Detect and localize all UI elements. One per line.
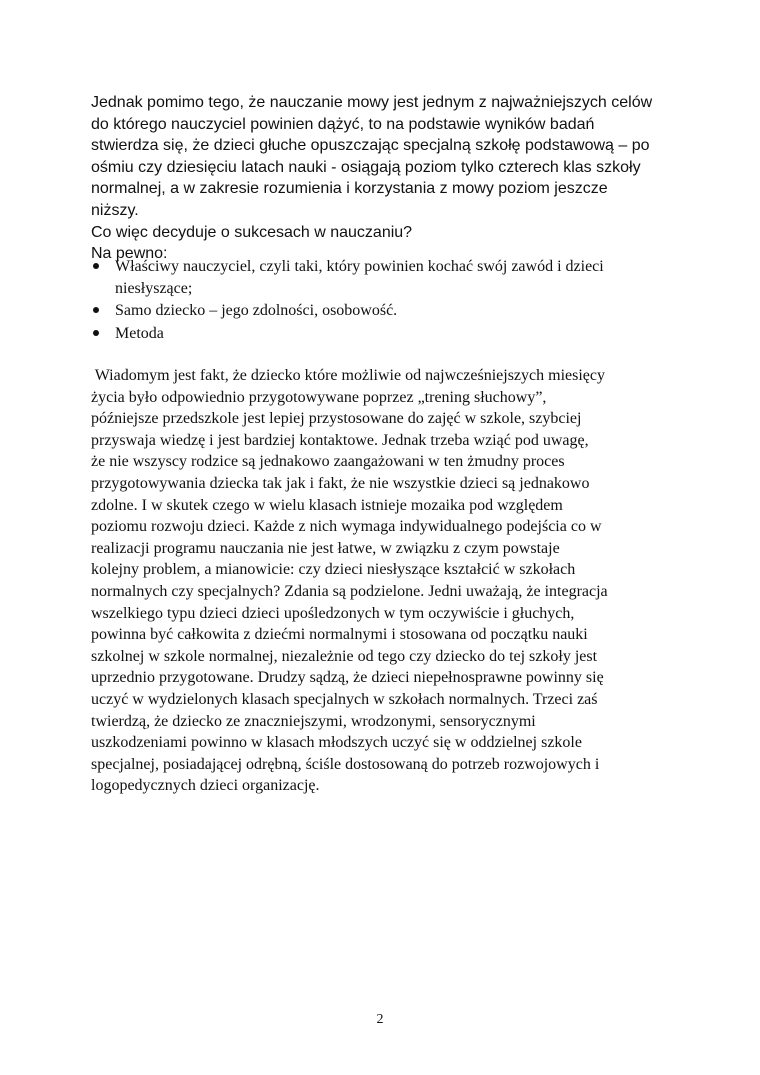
- body-line: przygotowywania dziecka tak jak i fakt, że nie wszystkie dzieci są jednakowo: [91, 474, 590, 492]
- intro-line: niższy.: [91, 201, 139, 219]
- body-line: normalnych czy specjalnych? Zdania są podzielone. Jedni uważają, że integracja: [91, 582, 608, 600]
- body-line: kolejny problem, a mianowicie: czy dzieci niesłyszące kształcić w szkołach: [91, 561, 576, 579]
- question-line: Co więc decyduje o sukcesach w nauczaniu?: [91, 223, 413, 241]
- bullet-line: Metoda: [115, 325, 164, 343]
- body-line: późniejsze przedszkole jest lepiej przystosowane do zajęć w szkole, szybciej: [91, 410, 582, 428]
- intro-line: stwierdza się, że dzieci głuche opuszczając specjalną szkołę podstawową – po: [91, 137, 650, 155]
- bullet-list: [91, 256, 691, 346]
- page-number: 2: [376, 1012, 384, 1027]
- body-line: szkolnej w szkole normalnej, niezależnie od tego czy dziecko do tej szkoły jest: [91, 647, 598, 665]
- bullet-line: Samo dziecko – jego zdolności, osobowość.: [115, 302, 398, 320]
- body-line: uczyć w wydzielonych klasach specjalnych w szkołach normalnych. Trzeci zaś: [91, 690, 598, 708]
- body-paragraph: [91, 365, 691, 797]
- bullet-line: Właściwy nauczyciel, czyli taki, który powinien kochać swój zawód i dzieci: [115, 258, 604, 275]
- bullet-dot-icon: [93, 263, 99, 269]
- list-item: [91, 300, 691, 322]
- body-line: realizacji programu nauczania nie jest łatwe, w związku z czym powstaje: [91, 539, 560, 557]
- body-line: Wiadomym jest fakt, że dziecko które możliwie od najwcześniejszych miesięcy: [91, 367, 605, 384]
- lead-line: Na pewno:: [91, 245, 168, 263]
- bullet-dot-icon: [93, 307, 99, 313]
- bullet-dot-icon: [93, 330, 99, 336]
- body-line: powinna być całkowita z dziećmi normalnymi i stosowana od początku nauki: [91, 626, 588, 644]
- body-line: przyswaja wiedzę i jest bardziej kontaktowe. Jednak trzeba wziąć pod uwagę,: [91, 431, 589, 449]
- intro-line: ośmiu czy dziesięciu latach nauki - osiągają poziom tylko czterech klas szkoły: [91, 158, 641, 176]
- body-line: logopedycznych dzieci organizację.: [91, 777, 320, 795]
- list-item: [91, 256, 691, 299]
- intro-paragraph: [91, 92, 691, 265]
- intro-line: Jednak pomimo tego, że nauczanie mowy jest jednym z najważniejszych celów: [91, 94, 653, 111]
- body-line: uprzednio przygotowane. Drudzy sądzą, że dzieci niepełnosprawne powinny się: [91, 669, 604, 687]
- bullet-line: niesłyszące;: [115, 279, 193, 297]
- body-line: zdolne. I w skutek czego w wielu klasach istnieje mozaika pod względem: [91, 496, 563, 514]
- body-line: wszelkiego typu dzieci dzieci upośledzonych w tym oczywiście i głuchych,: [91, 604, 575, 622]
- intro-line: do którego nauczyciel powinien dążyć, to na podstawie wyników badań: [91, 115, 595, 133]
- body-line: poziomu rozwoju dzieci. Każde z nich wymaga indywidualnego podejścia co w: [91, 518, 602, 536]
- body-line: życia było odpowiednio przygotowywane poprzez „trening słuchowy”,: [91, 388, 547, 406]
- list-item: [91, 323, 691, 345]
- body-line: uszkodzeniami powinno w klasach młodszych uczyć się w oddzielnej szkole: [91, 734, 582, 752]
- body-line: że nie wszyscy rodzice są jednakowo zaangażowani w ten żmudny proces: [91, 453, 565, 471]
- intro-line: normalnej, a w zakresie rozumienia i korzystania z mowy poziom jeszcze: [91, 180, 608, 198]
- body-line: twierdzą, że dziecko ze znaczniejszymi, wrodzonymi, sensorycznymi: [91, 712, 536, 730]
- body-line: specjalnej, posiadającej odrębną, ściśle dostosowaną do potrzeb rozwojowych i: [91, 755, 600, 773]
